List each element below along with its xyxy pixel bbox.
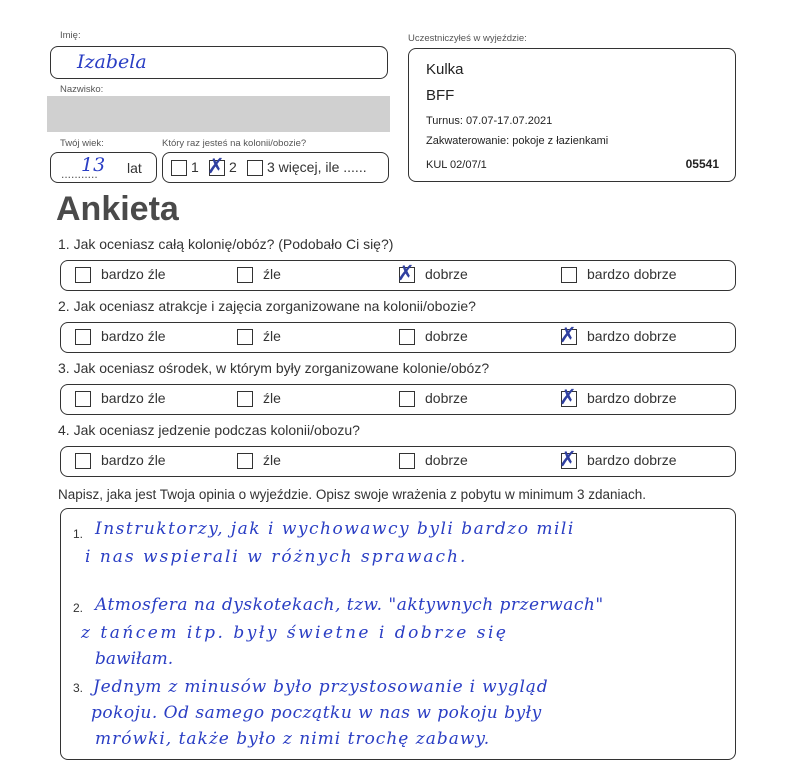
opinion-line-6: Jednym z minusów było przystosowanie i wygląd [93, 677, 549, 697]
times-option-3-label: 3 więcej, ile ...... [267, 159, 367, 175]
question-1-option-4-checkbox[interactable] [561, 267, 577, 283]
question-1-option-4-label: bardzo dobrze [587, 266, 677, 282]
question-3-option-4-checkbox[interactable] [559, 385, 577, 409]
opinion-line-3: Atmosfera na dyskotekach, tzw. "aktywnych przerwach" [95, 595, 604, 615]
question-1-option-2-label: źle [263, 266, 281, 282]
times-option-1-label: 1 [191, 159, 199, 175]
question-1-option-3-checkbox[interactable] [397, 261, 415, 285]
checkmark-icon: ✗ [397, 261, 415, 285]
checkmark-icon: ✗ [559, 385, 577, 409]
opinion-prompt: Napisz, jaka jest Twoja opinia o wyjeździe. Opisz swoje wrażenia z pobytu w minimum 3 zdaniach. [58, 487, 647, 502]
survey-title: Ankieta [56, 190, 179, 228]
question-2-option-2-checkbox[interactable] [237, 329, 253, 345]
times-field[interactable] [162, 152, 389, 183]
question-4-option-4-label: bardzo dobrze [587, 452, 677, 468]
question-3-text: 3. Jak oceniasz ośrodek, w którym były zorganizowane kolonie/obóz? [58, 360, 490, 376]
question-4-option-3-label: dobrze [425, 452, 468, 468]
question-3-option-4-label: bardzo dobrze [587, 390, 677, 406]
age-label: Twój wiek: [60, 138, 104, 149]
name-value: Izabela [77, 51, 147, 73]
trip-subtitle: BFF [426, 87, 455, 104]
question-1-text: 1. Jak oceniasz całą kolonię/obóz? (Podobało Ci się?) [58, 236, 394, 252]
question-3-options[interactable] [60, 384, 736, 415]
times-option-2-checkbox[interactable] [207, 154, 225, 178]
trip-info-box [408, 48, 736, 182]
question-2-options[interactable] [60, 322, 736, 353]
times-option-3-checkbox[interactable] [247, 160, 263, 176]
question-4-option-4-checkbox[interactable] [559, 447, 577, 471]
question-3-option-3-checkbox[interactable] [399, 391, 415, 407]
opinion-line-7: pokoju. Od samego początku w nas w pokoju były [91, 703, 542, 723]
question-3-option-2-label: źle [263, 390, 281, 406]
question-3-option-1-checkbox[interactable] [75, 391, 91, 407]
opinion-number-1: 1. [73, 527, 84, 541]
times-label: Który raz jesteś na kolonii/obozie? [162, 138, 307, 149]
surname-redacted-field [47, 96, 390, 132]
question-3-option-1-label: bardzo źle [101, 390, 166, 406]
question-1-option-1-label: bardzo źle [101, 266, 166, 282]
checkmark-icon: ✗ [559, 323, 577, 347]
age-value: 13 [81, 154, 106, 176]
age-unit: lat [127, 160, 142, 176]
trip-name: Kulka [426, 61, 464, 78]
question-2-option-3-checkbox[interactable] [399, 329, 415, 345]
name-label: Imię: [60, 30, 81, 41]
opinion-line-2: i nas wspierali w różnych sprawach. [85, 547, 468, 567]
checkmark-icon: ✗ [559, 447, 577, 471]
question-1-option-1-checkbox[interactable] [75, 267, 91, 283]
question-1-option-3-label: dobrze [425, 266, 468, 282]
opinion-number-3: 3. [73, 681, 84, 695]
question-2-option-1-checkbox[interactable] [75, 329, 91, 345]
question-4-option-2-checkbox[interactable] [237, 453, 253, 469]
trip-turnus: Turnus: 07.07-17.07.2021 [426, 115, 553, 127]
question-4-options[interactable] [60, 446, 736, 477]
question-1-option-2-checkbox[interactable] [237, 267, 253, 283]
question-2-option-3-label: dobrze [425, 328, 468, 344]
name-field[interactable] [50, 46, 388, 79]
question-2-option-4-label: bardzo dobrze [587, 328, 677, 344]
question-4-text: 4. Jak oceniasz jedzenie podczas kolonii/obozu? [58, 422, 360, 438]
opinion-line-1: Instruktorzy, jak i wychowawcy byli bardzo mili [95, 519, 575, 539]
trip-code: KUL 02/07/1 [426, 159, 487, 171]
opinion-line-8: mrówki, także było z nimi trochę zabawy. [95, 729, 491, 749]
surname-label: Nazwisko: [60, 84, 104, 95]
opinion-line-5: bawiłam. [95, 649, 174, 669]
opinion-number-2: 2. [73, 601, 84, 615]
opinion-line-4: z tańcem itp. były świetne i dobrze się [81, 623, 509, 643]
trip-accommodation: Zakwaterowanie: pokoje z łazienkami [426, 135, 609, 147]
question-2-option-4-checkbox[interactable] [559, 323, 577, 347]
age-field[interactable] [50, 152, 157, 183]
trip-number: 05541 [685, 157, 719, 171]
question-3-option-3-label: dobrze [425, 390, 468, 406]
times-option-2-label: 2 [229, 159, 237, 175]
question-2-option-1-label: bardzo źle [101, 328, 166, 344]
times-option-1-checkbox[interactable] [171, 160, 187, 176]
question-4-option-1-label: bardzo źle [101, 452, 166, 468]
question-4-option-1-checkbox[interactable] [75, 453, 91, 469]
question-2-option-2-label: źle [263, 328, 281, 344]
participant-label: Uczestniczyłeś w wyjeździe: [408, 33, 527, 44]
question-2-text: 2. Jak oceniasz atrakcje i zajęcia zorganizowane na kolonii/obozie? [58, 298, 476, 314]
age-dots: ........... [61, 167, 98, 181]
checkmark-icon: ✗ [207, 154, 225, 178]
question-1-options[interactable] [60, 260, 736, 291]
question-4-option-3-checkbox[interactable] [399, 453, 415, 469]
question-4-option-2-label: źle [263, 452, 281, 468]
opinion-field[interactable] [60, 508, 736, 760]
question-3-option-2-checkbox[interactable] [237, 391, 253, 407]
